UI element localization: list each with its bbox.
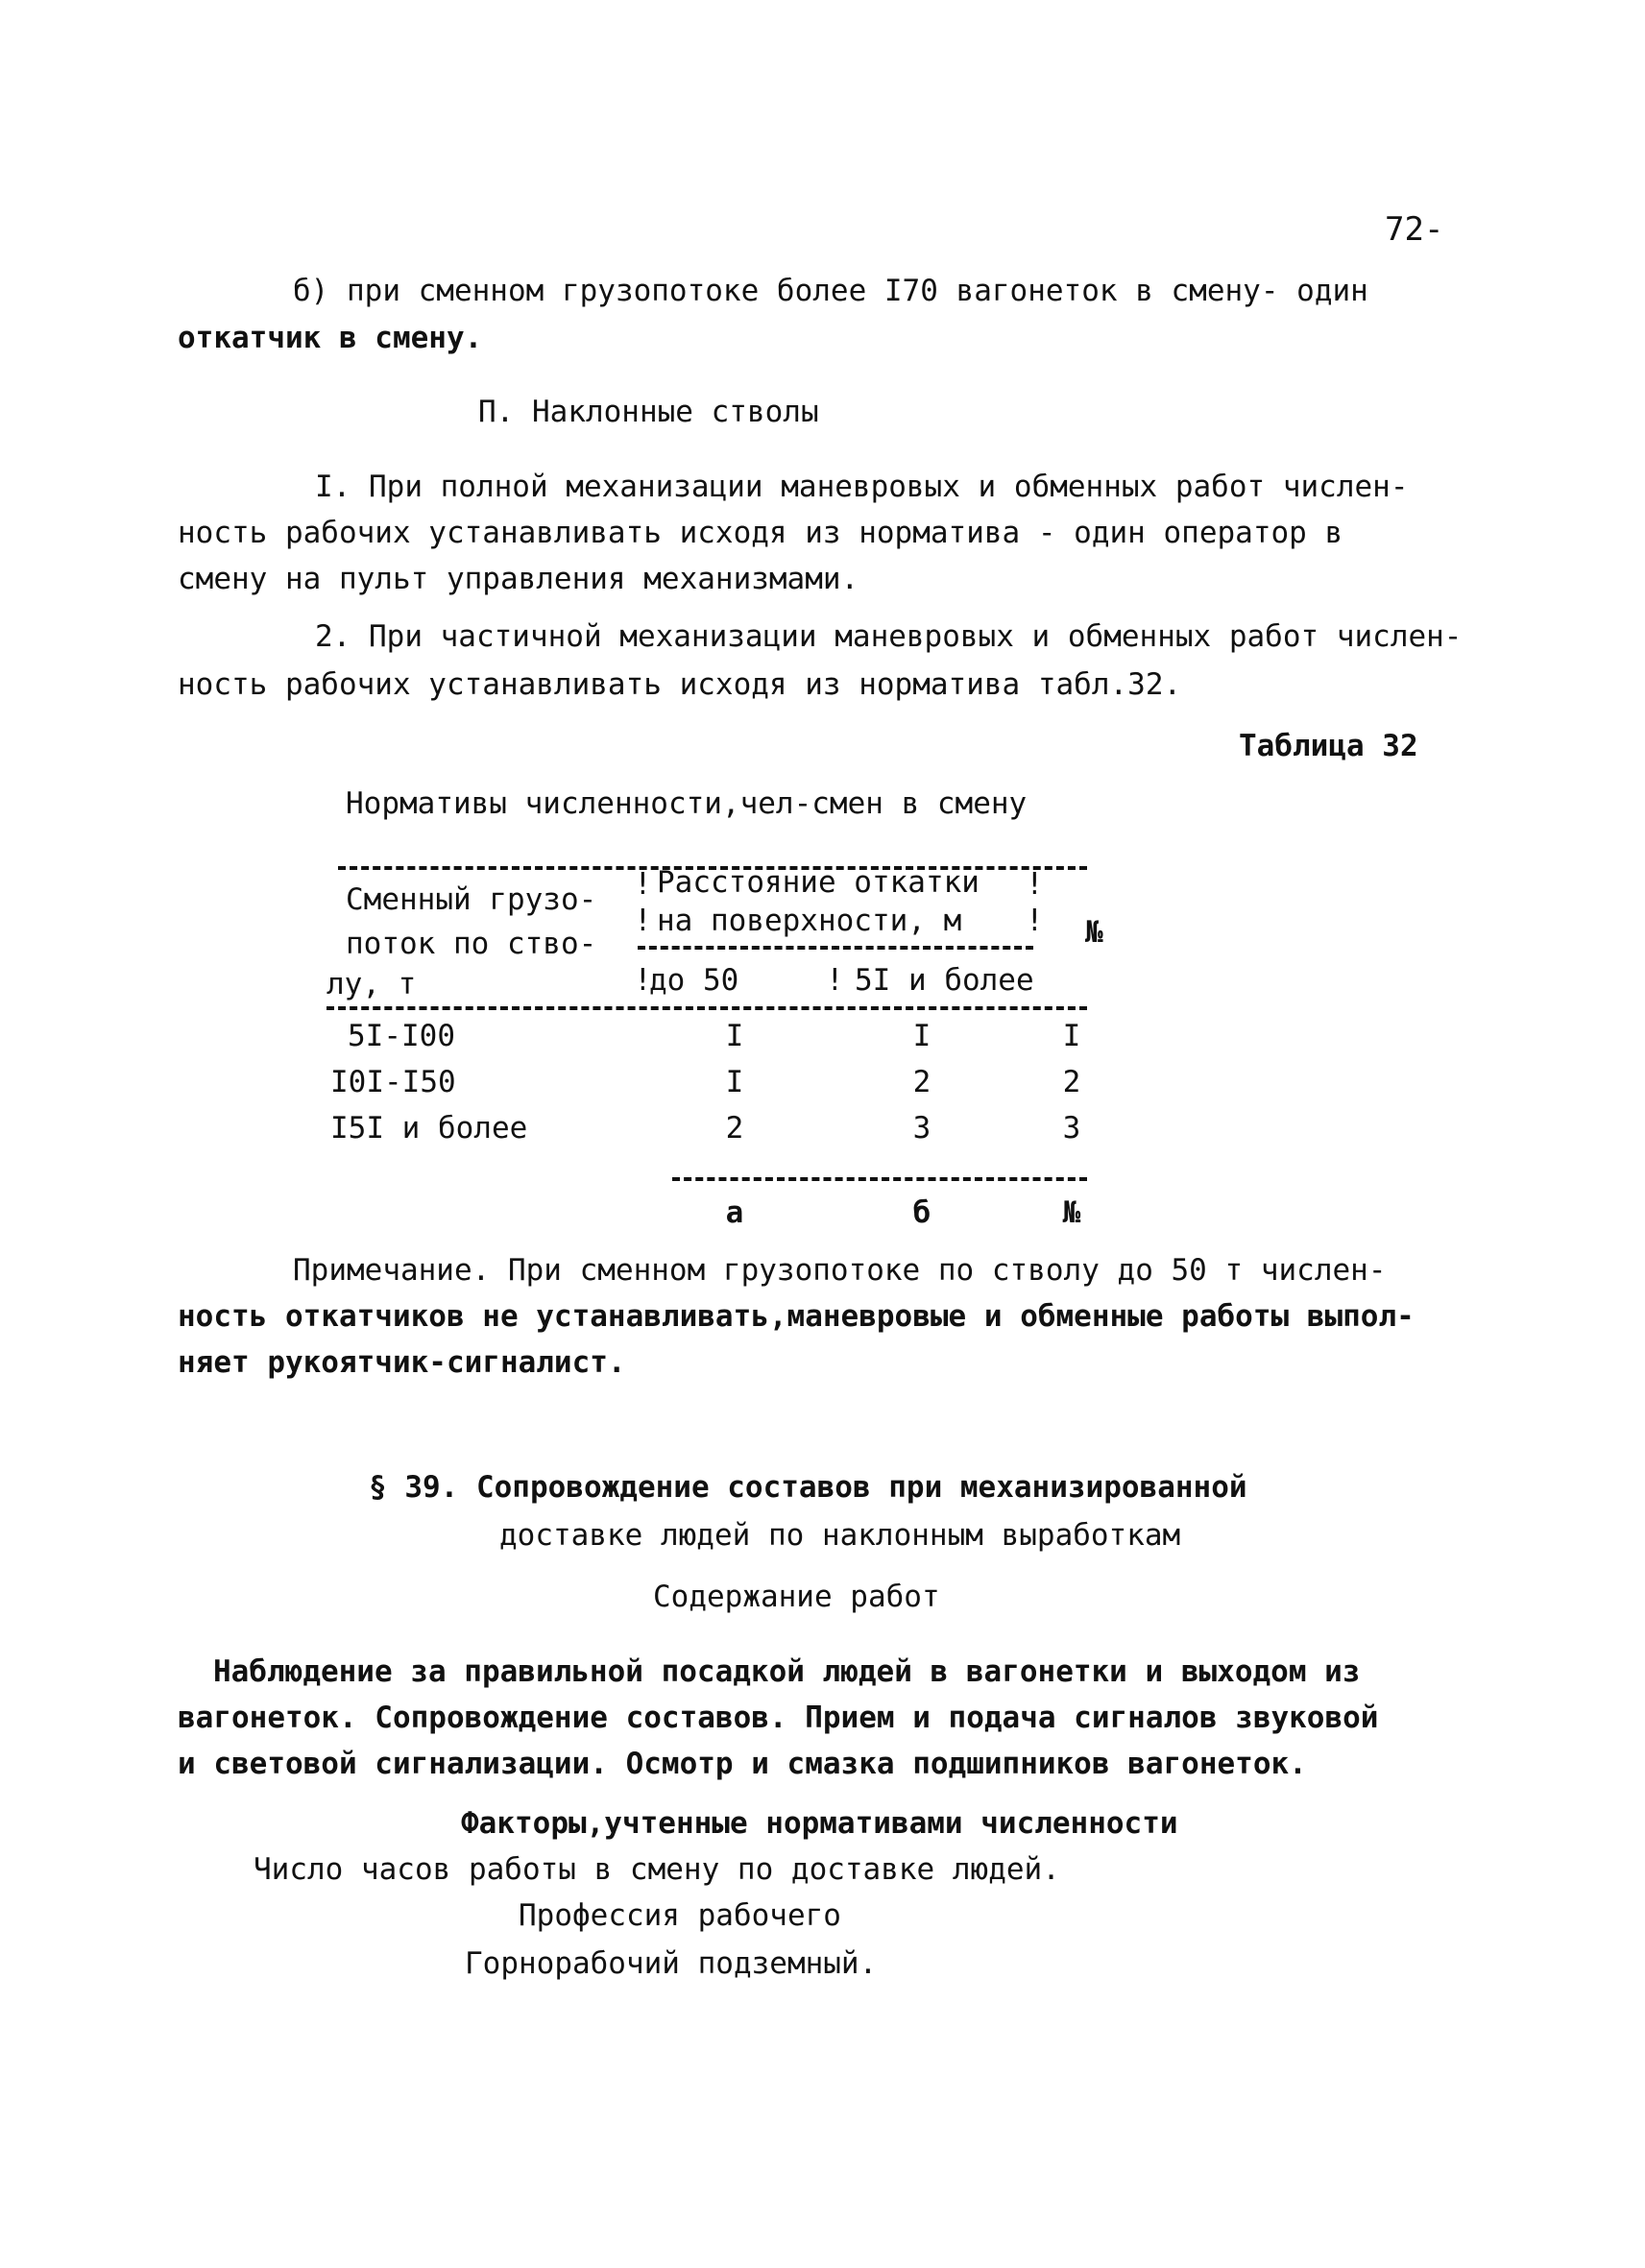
work-content-heading: Содержание работ [653,1580,940,1614]
col-num-header: № [1085,915,1103,950]
col-divider-2: ! [634,904,652,938]
page-number: 72- [1385,210,1444,249]
para1-line1: I. При полной механизации маневровых и обменных работ числен- [315,470,1409,504]
row-load: I0I-I50 [330,1065,456,1099]
table-caption: Нормативы численности,чел-смен в смену [346,786,1028,821]
para1-line3: смену на пульт управления механизмами. [178,562,859,596]
col-divider-3: ! [1026,867,1044,902]
row-num: I [1062,1019,1081,1053]
header-bottom-rule [327,1006,1087,1010]
factors-text: Число часов работы в смену по доставке людей. [254,1852,1060,1887]
section39-title-line2: доставке людей по наклонным выработкам [499,1518,1181,1553]
col-divider-1: ! [634,867,652,902]
sub-header-divider-a: ! [634,963,652,998]
footer-label-b: б [912,1195,931,1230]
row-value-51-and-more: I [912,1019,931,1053]
footer-label-a: а [725,1195,744,1230]
note-line1: Примечание. При сменном грузопотоке по стволу до 50 т числен- [293,1253,1387,1288]
row-value-51-and-more: 2 [912,1065,931,1099]
col1-header-line2: поток по ство- [346,927,597,961]
sub-header-2: 5I и более [855,963,1034,998]
row-value-up-to-50: 2 [725,1111,744,1146]
work-content-line2: вагонеток. Сопровождение составов. Прием и подача сигналов звуковой [178,1701,1379,1735]
footer-rule [672,1177,1087,1181]
row-value-up-to-50: I [725,1065,744,1099]
item-b-line1: б) при сменном грузопотоке более I70 вагонеток в смену- один [293,274,1368,308]
row-load: I5I и более [330,1111,528,1146]
col-group-header-line2: на поверхности, м [657,904,962,938]
col-divider-4: ! [1026,904,1044,938]
table-label: Таблица 32 [1239,729,1418,763]
sub-header-1: до 50 [649,963,739,998]
col1-header-line3: лу, т [327,967,417,1001]
profession-heading: Профессия рабочего [519,1898,841,1933]
para1-line2: ность рабочих устанавливать исходя из норматива - один оператор в [178,516,1343,550]
sub-header-divider-b: ! [826,963,844,998]
item-b-line2: откатчик в смену. [178,321,483,355]
factors-heading: Факторы,учтенные нормативами численности [461,1806,1178,1841]
row-load: 5I-I00 [348,1019,455,1053]
col-group-header-line1: Расстояние откатки [657,865,980,900]
note-line3: няет рукоятчик-сигналист. [178,1345,626,1380]
row-value-up-to-50: I [725,1019,744,1053]
work-content-line1: Наблюдение за правильной посадкой людей в вагонетки и выходом из [213,1654,1361,1689]
footer-label-num: № [1062,1195,1081,1230]
row-num: 2 [1062,1065,1081,1099]
para2-line2: ность рабочих устанавливать исходя из норматива табл.32. [178,667,1182,702]
subheader-rule [638,946,1033,950]
para2-line1: 2. При частичной механизации маневровых и обменных работ числен- [315,619,1463,654]
col1-header-line1: Сменный грузо- [346,882,597,917]
section39-title-line1: § 39. Сопровождение составов при механизированной [369,1470,1247,1505]
work-content-line3: и световой сигнализации. Осмотр и смазка подшипников вагонеток. [178,1747,1307,1781]
row-value-51-and-more: 3 [912,1111,931,1146]
profession-text: Горнорабочий подземный. [465,1946,878,1981]
row-num: 3 [1062,1111,1081,1146]
section-heading-inclined-shafts: П. Наклонные стволы [478,395,819,429]
note-line2: ность откатчиков не устанавливать,маневровые и обменные работы выпол- [178,1299,1415,1334]
